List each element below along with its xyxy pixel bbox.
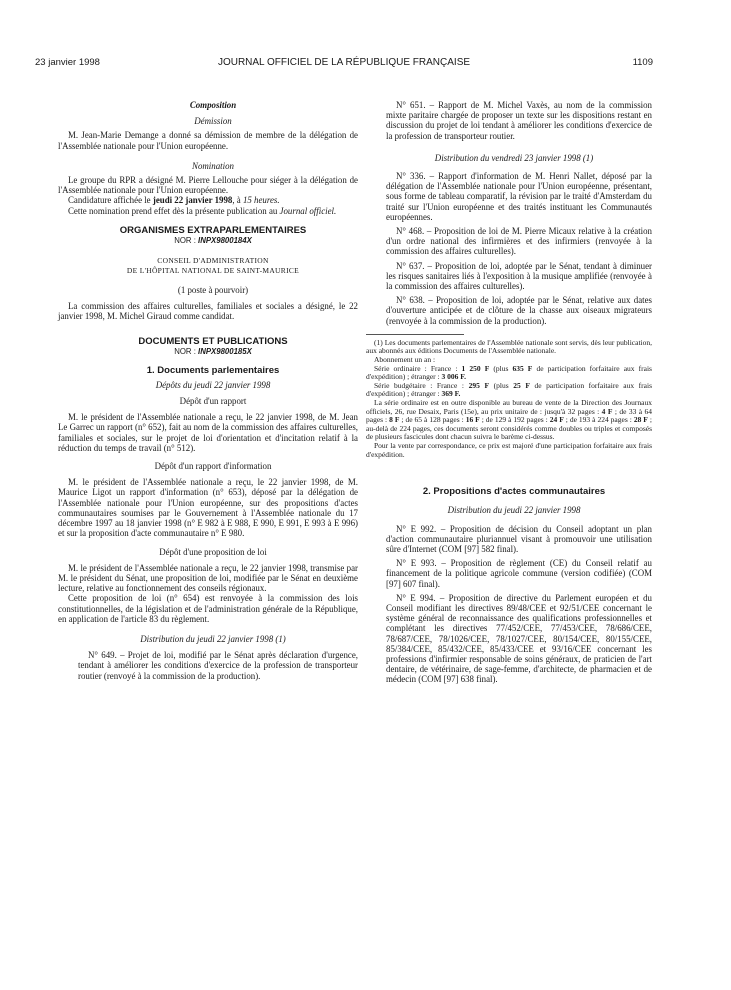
footnote-5: La série ordinaire est en outre disponible au bureau de vente de la Direction des Journaux officiels, 26, rue Desaix, Paris (15e), au prix unitaire de : jusqu'à 32 pages : 4 F ; de 33 à 64 pages : 8 F ; de 65 à 128 pages : 16 F ; de 129 à 192 pages : 24 F ; de 193 à 224 pages : 28 F ; au-delà de 224 pages, ces documents seront considérés comme doubles ou triples et composés de plusieurs fascicules dont chacun suivra le barème ci-dessus. — [366, 398, 652, 442]
footnote-4: Série budgétaire : France : 295 F (plus 25 F de participation forfaitaire aux frais d'expédition) ; étranger : 369 F. — [366, 380, 653, 399]
entry-e993: N° E 993. – Proposition de règlement (CE) du Conseil relatif au financement de la politique agricole commune (version codifiée) (COM [97] 607 final). — [386, 558, 652, 589]
documents-nor: NOR : INPX9800185X — [174, 347, 252, 357]
depot-rapport-heading: Dépôt d'un rapport — [179, 396, 247, 407]
entry-638: N° 638. – Proposition de loi, adoptée par le Sénat, relative aux dates d'ouverture anticipée et de clôture de la chasse aux oiseaux migrateurs (renvoyée à la commission de la production). — [386, 295, 652, 326]
nomination-text-1: Le groupe du RPR a désigné M. Pierre Lellouche pour siéger à la délégation de l'Assemblée nationale pour l'Union européenne. — [58, 175, 358, 196]
entry-e994: N° E 994. – Proposition de directive du Parlement européen et du Conseil modifiant les directives 89/48/CEE et 92/51/CEE concernant le système général de reconnaissance des qualifications professionnelles et complétant les directives 77/452/CEE, 77/453/CEE, 78/686/CEE, 78/687/CEE, 78/1026/CEE, 78/1027/CEE, 80/154/CEE, 80/155/CEE, 85/384/CEE, 85/432/CEE, 85/433/CEE et 93/16/CEE concernant les professions d'infirmier responsable de soins généraux, de praticien de l'art dentaire, de vétérinaire, de sage-femme, d'architecte, de pharmacien et de médecin (COM [97] 638 final). — [386, 592, 652, 685]
demission-text: M. Jean-Marie Demange a donné sa démission de membre de la délégation de l'Assemblée nationale pour l'Union européenne. — [58, 130, 358, 151]
page-header — [35, 57, 653, 71]
nomination-heading: Nomination — [192, 160, 234, 171]
distribution-jeudi-2-heading: Distribution du jeudi 22 janvier 1998 — [447, 505, 581, 516]
documents-heading: DOCUMENTS ET PUBLICATIONS — [138, 336, 288, 348]
commission-text: La commission des affaires culturelles, familiales et sociales a désigné, le 22 janvier 1998, M. Michel Giraud comme candidat. — [58, 300, 358, 322]
demission-heading: Démission — [194, 116, 232, 127]
organismes-nor: NOR : INPX9800184X — [174, 236, 252, 246]
conseil-heading-line-1: CONSEIL D'ADMINISTRATION — [157, 256, 269, 266]
entry-649: N° 649. – Projet de loi, modifié par le Sénat après déclaration d'urgence, tendant à améliorer les conditions d'exercice de la profession de transporteur routier (renvoyé à la commission de la production). — [78, 650, 358, 681]
footnote-1: (1) Les documents parlementaires de l'Assemblée nationale sont servis, dès leur publication, aux abonnés aux éditions Documents de l'Assemblée nationale. — [366, 337, 652, 356]
depot-proposition-text-2: Cette proposition de loi (n° 654) est renvoyée à la commission des lois constitutionnelles, de la législation et de l'administration générale de la République, en application de l'article 83 du règlement. — [58, 593, 358, 624]
footnote-6: Pour la vente par correspondance, ce prix est majoré d'une participation forfaitaire aux frais d'expédition. — [366, 440, 652, 459]
composition-heading: Composition — [189, 100, 237, 110]
propositions-actes-heading: 2. Propositions d'actes communautaires — [422, 486, 606, 498]
left-column — [58, 100, 358, 681]
docs-parlementaires-heading: 1. Documents parlementaires — [146, 364, 280, 376]
poste-note: (1 poste à pourvoir) — [177, 284, 249, 295]
depot-proposition-text-1: M. le président de l'Assemblée nationale a reçu, le 22 janvier 1998, transmise par M. le président du Sénat, une proposition de loi, modifiée par le Sénat en deuxième lecture, relative au fonctionnement des conseils régionaux. — [58, 562, 358, 594]
footnote-2: Abonnement un an : — [374, 355, 436, 365]
entry-651: N° 651. – Rapport de M. Michel Vaxès, au nom de la commission mixte paritaire chargée de proposer un texte sur les dispositions restant en discussion du projet de loi tendant à améliorer les conditions d'exercice de la profession de transporteur routier. — [386, 100, 652, 141]
entry-637: N° 637. – Proposition de loi, adoptée par le Sénat, tendant à diminuer les risques sanitaires liés à l'exposition à la musique amplifiée (renvoyée à la commission des affaires culturelles). — [386, 260, 652, 292]
depot-information-text: M. le président de l'Assemblée nationale a reçu, le 22 janvier 1998, de M. Maurice Ligot un rapport d'information (n° 653), déposé par la délégation de l'Assemblée nationale pour l'Union européenne, sur des propositions d'actes communautaires soumises par le Gouvernement à l'Assemblée nationale du 17 décembre 1997 au 18 janvier 1998 (n° E 982 à E 988, E 990, E 991, E 993 à E 996) et sur la proposition d'acte communautaire n° E 980. — [58, 477, 358, 539]
conseil-heading-line-2: DE L'HÔPITAL NATIONAL DE SAINT-MAURICE — [126, 266, 300, 276]
right-column — [366, 100, 652, 685]
depot-proposition-heading: Dépôt d'une proposition de loi — [159, 546, 267, 557]
footnote-3: Série ordinaire : France : 1 250 F (plus 635 F de participation forfaitaire aux frais d'expédition) ; étranger : 3 006 F. — [366, 363, 652, 382]
distribution-vendredi-heading: Distribution du vendredi 23 janvier 1998 (1) — [434, 152, 594, 163]
header-date: 23 janvier 1998 — [35, 57, 100, 68]
entry-336: N° 336. – Rapport d'information de M. Henri Nallet, déposé par la délégation de l'Assemblée nationale pour l'Union européenne, présentant, sous forme de tableau comparatif, la révision par le traité d'Amsterdam du traité sur l'Union européenne et des traités instituant les Communautés européennes. — [386, 171, 652, 222]
header-page-number: 1109 — [632, 57, 653, 68]
entry-468: N° 468. – Proposition de loi de M. Pierre Micaux relative à la création d'un ordre national des infirmières et des infirmiers (renvoyée à la commission des affaires culturelles). — [386, 226, 652, 257]
organismes-heading: ORGANISMES EXTRAPARLEMENTAIRES — [119, 224, 307, 236]
nomination-text-2: Candidature affichée le jeudi 22 janvier 1998, à 15 heures. — [68, 195, 280, 206]
depot-information-heading: Dépôt d'un rapport d'information — [154, 461, 272, 472]
header-title: JOURNAL OFFICIEL DE LA RÉPUBLIQUE FRANÇAISE — [217, 57, 471, 68]
footnote — [366, 339, 652, 459]
entry-e992: N° E 992. – Proposition de décision du Conseil adoptant un plan d'action communautaire pluriannuel visant à promouvoir une utilisation sûre d'Internet (COM [97] 582 final). — [386, 523, 652, 554]
distribution-jeudi-heading: Distribution du jeudi 22 janvier 1998 (1) — [140, 633, 286, 644]
depot-rapport-text: M. le président de l'Assemblée nationale a reçu, le 22 janvier 1998, de M. Jean Le Garrec un rapport (n° 652), fait au nom de la commission des affaires culturelles, familiales et sociales, sur le projet de loi d'orientation et d'incitation relatif à la réduction du temps de travail (n° 512). — [58, 412, 358, 453]
nomination-text-3: Cette nomination prend effet dès la présente publication au Journal officiel. — [68, 205, 337, 216]
depots-heading: Dépôts du jeudi 22 janvier 1998 — [155, 379, 271, 390]
